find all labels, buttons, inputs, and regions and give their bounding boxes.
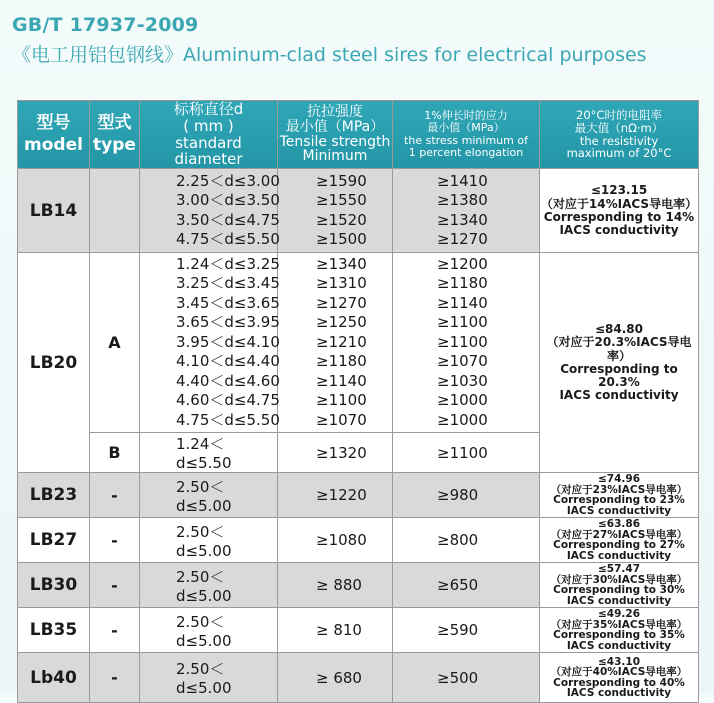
stress-cell: ≥1100 (393, 433, 540, 473)
stress-cell: ≥590 (393, 608, 540, 653)
tensile-cell: ≥1340 ≥1310 ≥1270 ≥1250 ≥1210 ≥1180 ≥1140 ≥1100 ≥1070 (278, 253, 393, 433)
resistivity-cell: ≤123.15 （对应于14%IACS导电率） Corresponding to 14% IACS conductivity (540, 169, 699, 253)
type-cell: - (90, 653, 140, 703)
standard-number: GB/T 17937-2009 (12, 14, 199, 36)
type-cell: A (90, 253, 140, 433)
tensile-cell: ≥ 680 (278, 653, 393, 703)
model-cell: LB14 (18, 169, 90, 253)
resistivity-cell: ≤74.96 （对应于23%IACS导电率） Corresponding to 23% IACS conductivity (540, 473, 699, 518)
header-model: 型号 model (18, 101, 90, 169)
stress-cell: ≥650 (393, 563, 540, 608)
tensile-cell: ≥1320 (278, 433, 393, 473)
model-cell: LB30 (18, 563, 90, 608)
type-cell: - (90, 563, 140, 608)
tensile-cell: ≥1590 ≥1550 ≥1520 ≥1500 (278, 169, 393, 253)
table-header-row (18, 101, 699, 169)
model-cell: Lb40 (18, 653, 90, 703)
tensile-cell: ≥1080 (278, 518, 393, 563)
model-cell: LB35 (18, 608, 90, 653)
resistivity-cell: ≤43.10 （对应于40%IACS导电率） Corresponding to 40% IACS conductivity (540, 653, 699, 703)
stress-cell: ≥1200 ≥1180 ≥1140 ≥1100 ≥1100 ≥1070 ≥1030 ≥1000 ≥1000 (393, 253, 540, 433)
table-row-lb23 (18, 473, 699, 518)
stress-cell: ≥1410 ≥1380 ≥1340 ≥1270 (393, 169, 540, 253)
table-row-lb40 (18, 653, 699, 703)
tensile-cell: ≥ 880 (278, 563, 393, 608)
stress-cell: ≥500 (393, 653, 540, 703)
model-cell: LB23 (18, 473, 90, 518)
type-cell: - (90, 473, 140, 518)
type-cell: B (90, 433, 140, 473)
header-stress: 1%伸长时的应力 最小值（MPa） the stress minimum of 1 percent elongation (393, 101, 540, 169)
diameter-cell: 2.50＜d≤5.00 (140, 653, 278, 703)
document-title: 《电工用铝包钢线》Aluminum-clad steel sires for electrical purposes (12, 44, 647, 66)
tensile-cell: ≥1220 (278, 473, 393, 518)
resistivity-cell: ≤84.80 （对应于20.3%IACS导电率） Corresponding to 20.3% IACS conductivity (540, 253, 699, 473)
diameter-cell: 1.24＜d≤3.25 3.25＜d≤3.45 3.45＜d≤3.65 3.65＜d≤3.95 3.95＜d≤4.10 4.10＜d≤4.40 4.40＜d≤4.60 4.60＜d≤4.75 4.75＜d≤5.50 (140, 253, 278, 433)
type-cell: - (90, 518, 140, 563)
type-cell (90, 169, 140, 253)
resistivity-cell: ≤49.26 （对应于35%IACS导电率） Corresponding to 35% IACS conductivity (540, 608, 699, 653)
table-row-lb14 (18, 169, 699, 253)
header-diameter: 标称直径d ( mm ) standard diameter (140, 101, 278, 169)
diameter-cell: 2.50＜d≤5.00 (140, 473, 278, 518)
model-cell: LB27 (18, 518, 90, 563)
table-row-lb30 (18, 563, 699, 608)
header-type: 型式 type (90, 101, 140, 169)
specification-table (17, 100, 699, 703)
stress-cell: ≥980 (393, 473, 540, 518)
diameter-cell: 1.24＜d≤5.50 (140, 433, 278, 473)
diameter-cell: 2.50＜d≤5.00 (140, 563, 278, 608)
table-row-lb20-a (18, 253, 699, 433)
resistivity-cell: ≤63.86 （对应于27%IACS导电率） Corresponding to 27% IACS conductivity (540, 518, 699, 563)
stress-cell: ≥800 (393, 518, 540, 563)
table-row-lb27 (18, 518, 699, 563)
header-tensile-strength: 抗拉强度 最小值（MPa） Tensile strength Minimum (278, 101, 393, 169)
table-row-lb35 (18, 608, 699, 653)
diameter-cell: 2.25＜d≤3.00 3.00＜d≤3.50 3.50＜d≤4.75 4.75＜d≤5.50 (140, 169, 278, 253)
diameter-cell: 2.50＜d≤5.00 (140, 608, 278, 653)
diameter-cell: 2.50＜d≤5.00 (140, 518, 278, 563)
resistivity-cell: ≤57.47 （对应于30%IACS导电率） Corresponding to 30% IACS conductivity (540, 563, 699, 608)
tensile-cell: ≥ 810 (278, 608, 393, 653)
header-resistivity: 20°C时的电阻率 最大值（nΩ·m） the resistivity maximum of 20°C (540, 101, 699, 169)
model-cell: LB20 (18, 253, 90, 473)
type-cell: - (90, 608, 140, 653)
